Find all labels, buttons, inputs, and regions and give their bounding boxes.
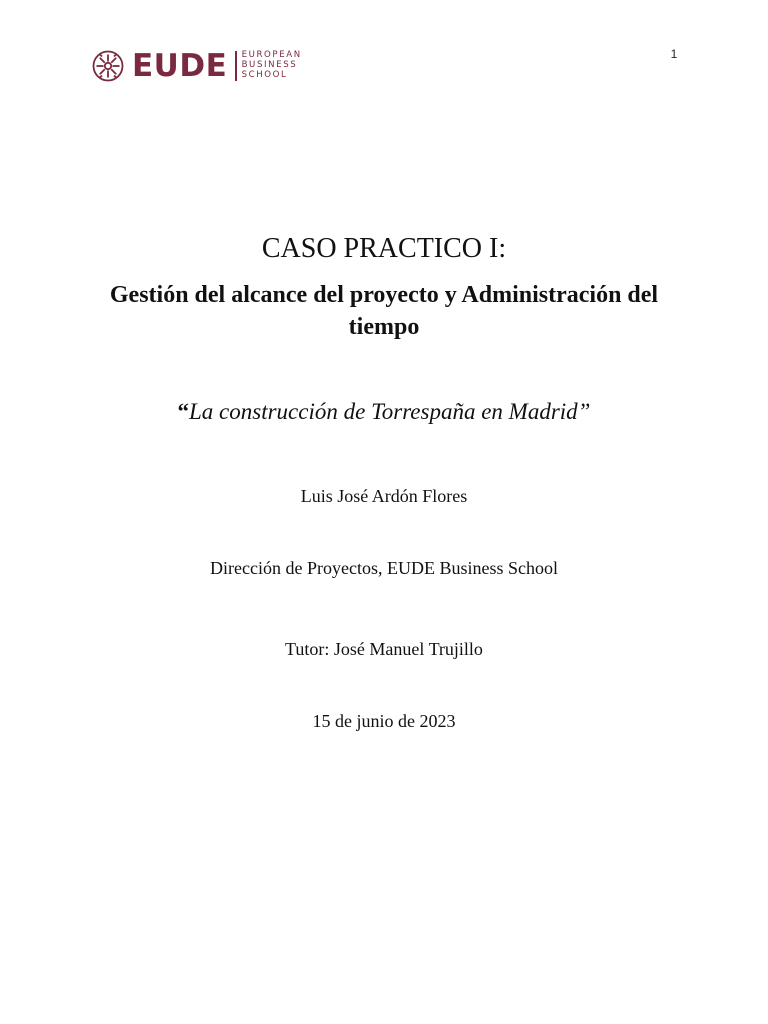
document-title: CASO PRACTICO I: — [261, 233, 507, 264]
tutor-name: Tutor: José Manuel Trujillo — [285, 639, 483, 659]
logo-tagline-line: BUSINESS — [241, 60, 298, 71]
logo-tagline-line: SCHOOL — [241, 69, 288, 80]
page-number: 1 — [670, 47, 678, 61]
program-name: Dirección de Proyectos, EUDE Business School — [210, 558, 558, 578]
case-name — [80, 397, 688, 427]
logo-wordmark: EUDE — [132, 47, 228, 84]
eude-logo — [92, 48, 302, 84]
eude-emblem-icon — [92, 50, 124, 82]
logo-tagline-line: EUROPEAN — [241, 50, 302, 61]
author-name: Luis José Ardón Flores — [300, 486, 468, 506]
case-name-open-quote: “ — [177, 399, 190, 424]
document-subtitle: Gestión del alcance del proyecto y Administración del tiempo — [109, 282, 659, 340]
case-name-text: La construcción de Torrespaña en Madrid” — [189, 399, 591, 424]
document-date: 15 de junio de 2023 — [312, 711, 456, 731]
logo-tagline — [242, 51, 302, 80]
logo-divider — [235, 51, 236, 81]
